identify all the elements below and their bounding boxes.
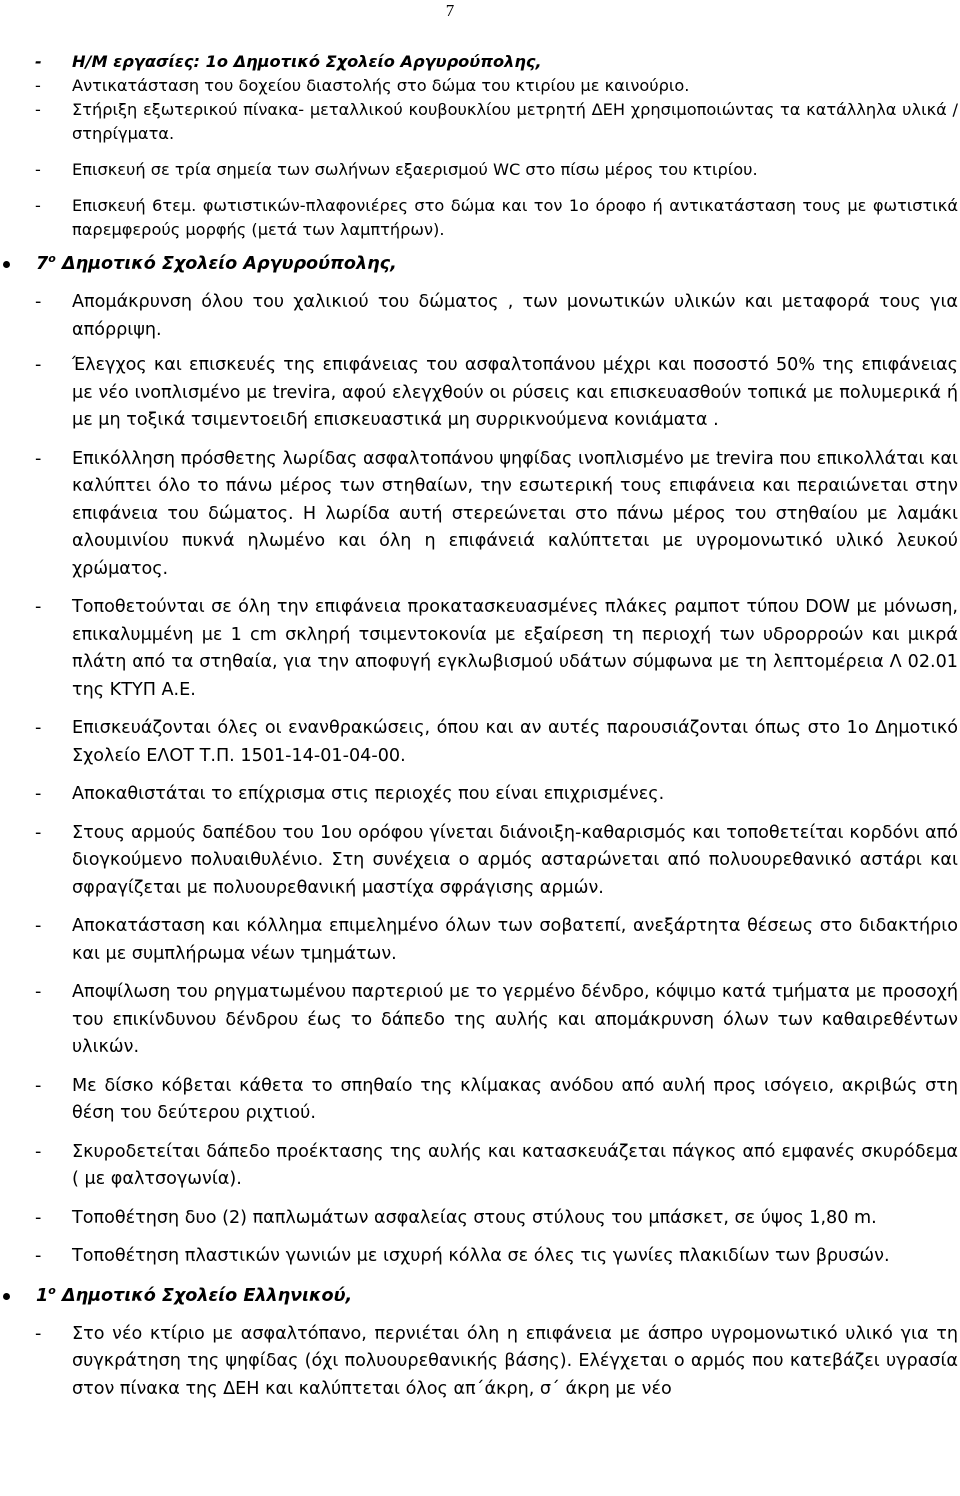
school-heading: $1^o$ Δημοτικό Σχολείο Ελληνικού,	[0, 1283, 960, 1309]
list-item: - Τοποθετούνται σε όλη την επιφάνεια προκατασκευασμένες πλάκες ραμποτ τύπου DOW με μόνωση, επικαλυμμένη με 1 cm σκληρή τσιμεντοκονία με εξαίρεση τη περιοχή των υδρορροών και μικρά πλάτη από τα στηθαία, για την αποφυγή εγκλωβισμού υδάτων σύμφωνα με τη λεπτομέρεια Λ 02.01 της ΚΤΥΠ Α.Ε.	[35, 597, 958, 700]
section-heading-text: Η/Μ εργασίες: 1ο Δημοτικό Σχολείο Αργυρούπολης,	[72, 52, 542, 71]
section-heading: - Η/Μ εργασίες: 1ο Δημοτικό Σχολείο Αργυρούπολης,	[35, 52, 542, 71]
list-item: - Επισκευάζονται όλες οι ενανθρακώσεις, όπου και αν αυτές παρουσιάζονται όπως στο 1ο Δημοτικό Σχολείο ΕΛΟΤ Τ.Π. 1501-14-01-04-00.	[35, 718, 958, 766]
list-item: - Έλεγχος και επισκευές της επιφάνειας του ασφαλτοπάνου μέχρι και ποσοστό 50% της επιφάνειας με νέο ινοπλισμένο με trevira, αφού ελεγχθούν οι ρύσεις και επισκευασθούν τοπικά με πολυμερικά ή με μη τοξικά τσιμεντοειδή επισκευαστικά μη συρρικνούμενα κονιάματα .	[35, 355, 958, 430]
list-item: - Τοποθέτηση δυο (2) παπλωμάτων ασφαλείας στους στύλους του μπάσκετ, σε ύψος 1,80 m.	[35, 1207, 877, 1228]
list-item: - Επικόλληση πρόσθετης λωρίδας ασφαλτοπάνου ψηφίδας ινοπλισμένο με trevira που επικολλάται και καλύπτει όλο το πάνω μέρος των στηθαίων, την εσωτερική τους επιφάνεια και περαιώνεται στην επιφάνεια του δώματος. Η λωρίδα αυτή στερεώνεται στο πάνω μέρος του στηθαίου με λαμάκι αλουμινίου πυκνά ηλωμένο και όλη η επιφάνειά καλύπτεται με υγρομονωτικό υλικό λευκού χρώματος.	[35, 448, 958, 579]
page-number: 7	[445, 1, 455, 20]
list-item: - Στήριξη εξωτερικού πίνακα- μεταλλικού κουβουκλίου μετρητή ΔΕΗ χρησιμοποιώντας τα κατάλληλα υλικά / στηρίγματα.	[35, 100, 958, 143]
list-item: - Αποκαθιστάται το επίχρισμα στις περιοχές που είναι επιχρισμένες.	[35, 784, 665, 804]
list-item: - Με δίσκο κόβεται κάθετα το σπηθαίο της κλίμακας ανόδου από αυλή προς ισόγειο, ακριβώς στη θέση του δεύτερου ριχτιού.	[35, 1075, 958, 1123]
school-heading: $7^o$ Δημοτικό Σχολείο Αργυρούπολης,	[0, 251, 960, 277]
bullet-icon	[3, 261, 10, 268]
document-body	[0, 50, 960, 1403]
list-item: - Επισκευή 6τεμ. φωτιστικών-πλαφονιέρες στο δώμα και τον 1ο όροφο ή αντικατάσταση τους με φωτιστικά παρεμφερούς μορφής (μετά των λαμπτήρων).	[35, 196, 958, 239]
list-item: - Στο νέο κτίριο με ασφαλτόπανο, περνιέται όλη η επιφάνεια με άσπρο υγρομονωτικό υλικό για τη συγκράτηση της ψηφίδας (όχι πολυουρεθανικής βάσης). Ελέγχεται ο αρμός που κατεβάζει υγρασία στον πίνακα της ΔΕΗ και καλύπτεται όλος απ΄άκρη, σ΄ άκρη με νέο	[35, 1323, 958, 1399]
list-item: - Αποκατάσταση και κόλλημα επιμελημένο όλων των σοβατεπί, ανεξάρτητα θέσεως στο διδακτήριο και με συμπλήρωμα νέων τμημάτων.	[35, 916, 958, 964]
list-item: - Σκυροδετείται δάπεδο προέκτασης της αυλής και κατασκευάζεται πάγκος από εμφανές σκυρόδεμα ( με φαλτσογωνία).	[35, 1141, 958, 1189]
school-name: Δημοτικό Σχολείο Ελληνικού,	[61, 1285, 353, 1306]
list-item: - Τοποθέτηση πλαστικών γωνιών με ισχυρή κόλλα σε όλες τις γωνίες πλακιδίων των βρυσών.	[35, 1246, 890, 1266]
school-name: Δημοτικό Σχολείο Αργυρούπολης,	[61, 254, 397, 274]
bullet-icon	[3, 1293, 10, 1300]
list-item: - Στους αρμούς δαπέδου του 1ου ορόφου γίνεται διάνοιξη-καθαρισμός και τοποθετείται κορδόνι από διογκούμενο πολυαιθυλένιο. Στη συνέχεια ο αρμός ασταρώνεται από πολυουρεθανικό αστάρι και σφραγίζεται με πολυουρεθανική μαστίχα σφράγισης αρμών.	[35, 822, 958, 898]
list-item: - Απομάκρυνση όλου του χαλικιού του δώματος , των μονωτικών υλικών και μεταφορά τους για απόρριψη.	[35, 292, 958, 340]
list-item: - Αποψίλωση του ρηγματωμένου παρτεριού με το γερμένο δένδρο, κόψιμο κατά τμήματα με προσοχή του επικίνδυνου δένδρου έως το δάπεδο της αυλής και απομάκρυνση όλων των καθαιρεθέντων υλικών.	[35, 982, 958, 1057]
list-item: - Αντικατάσταση του δοχείου διαστολής στο δώμα του κτιρίου με καινούριο.	[35, 76, 690, 95]
list-item: - Επισκευή σε τρία σημεία των σωλήνων εξαερισμού WC στο πίσω μέρος του κτιρίου.	[35, 160, 758, 179]
